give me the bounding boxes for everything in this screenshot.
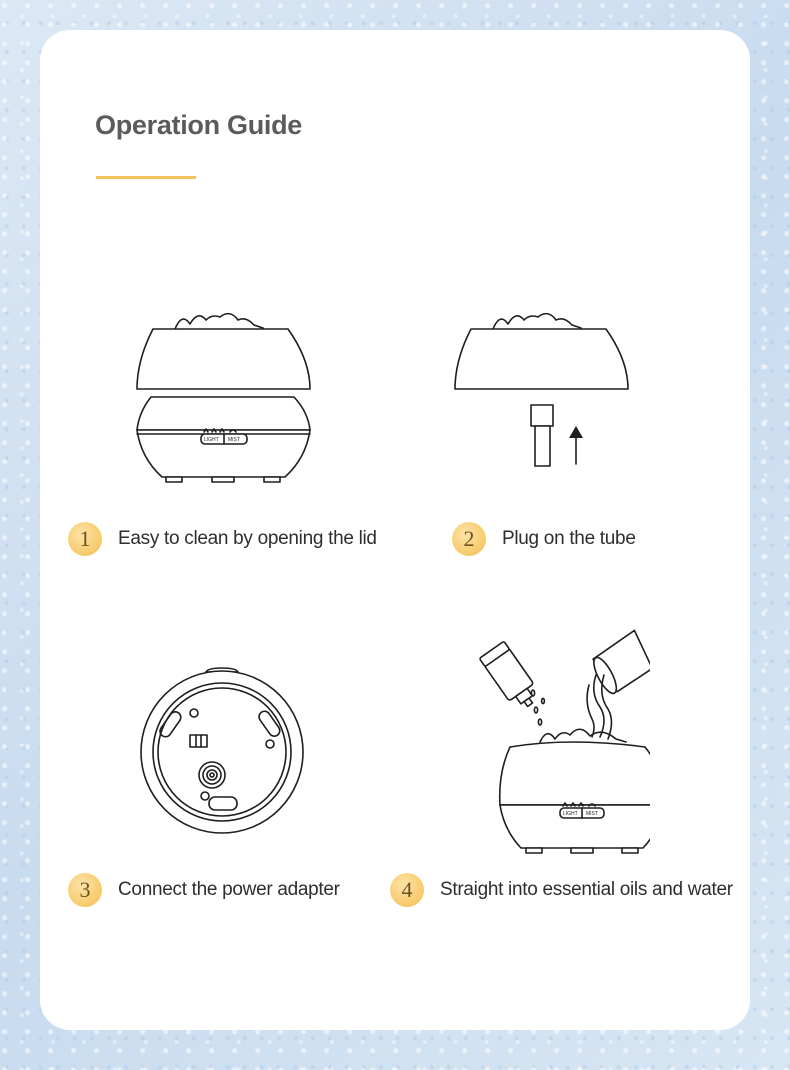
step-number-badge: 1 — [68, 522, 102, 556]
step-text: Connect the power adapter — [118, 879, 340, 900]
light-label: LIGHT — [563, 811, 578, 817]
pour-oil-water-illustration — [450, 615, 650, 855]
diffuser-bottom-view-illustration — [138, 660, 306, 835]
tube-plug-illustration — [448, 300, 638, 500]
step-text: Plug on the tube — [502, 528, 636, 549]
guide-card — [40, 30, 750, 1030]
mist-label: MIST — [228, 437, 240, 443]
step-2 — [452, 522, 636, 556]
mist-label: MIST — [586, 811, 598, 817]
page-title: Operation Guide — [95, 110, 303, 140]
step-text: Straight into essential oils and water — [440, 879, 733, 900]
diffuser-lid-open-illustration — [130, 300, 320, 490]
step-text: Easy to clean by opening the lid — [118, 528, 377, 549]
step-3 — [68, 873, 340, 907]
step-4 — [390, 873, 733, 907]
step-number-badge: 3 — [68, 873, 102, 907]
step-number-badge: 2 — [452, 522, 486, 556]
title-underline — [96, 176, 196, 179]
light-label: LIGHT — [204, 437, 219, 443]
step-number-badge: 4 — [390, 873, 424, 907]
step-1 — [68, 522, 377, 556]
